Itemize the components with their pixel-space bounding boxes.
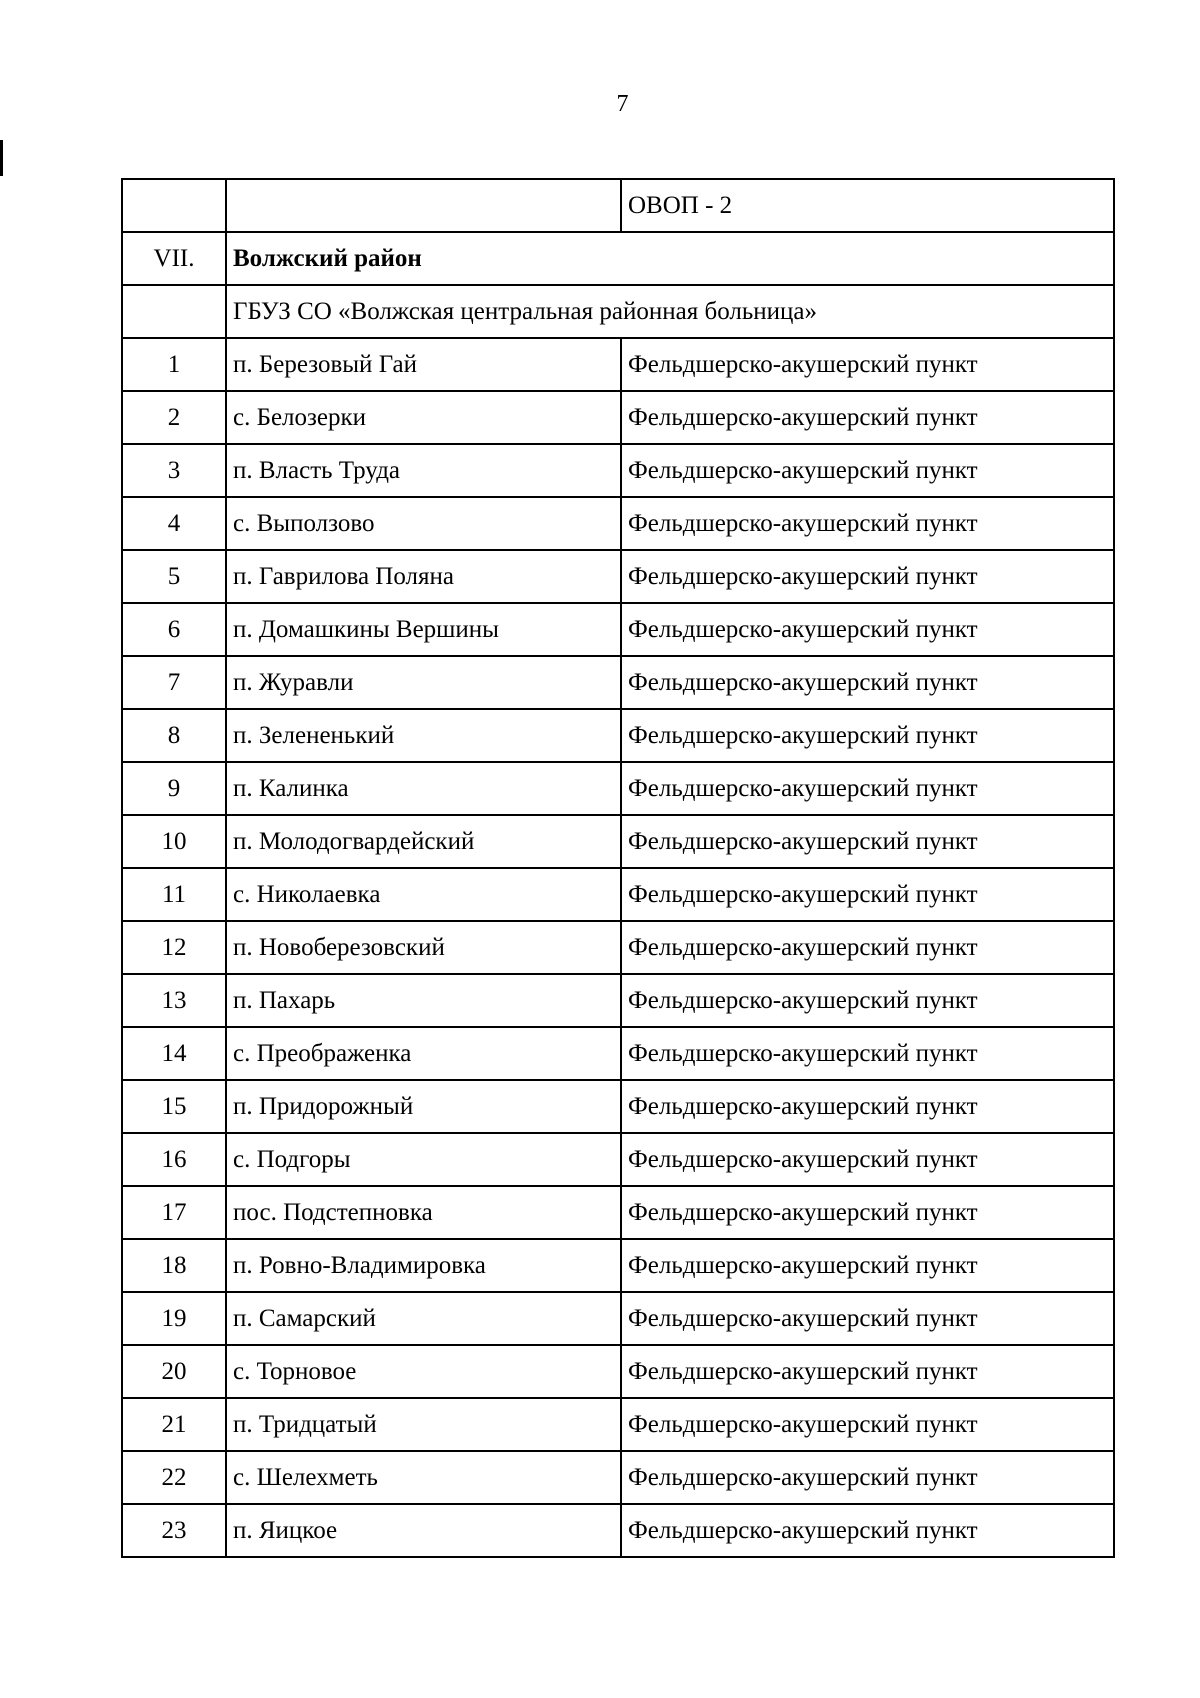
table-row [122, 1345, 1114, 1398]
table-row [122, 709, 1114, 762]
facility-type: Фельдшерско-акушерский пункт [621, 338, 1114, 391]
row-number: 13 [122, 974, 226, 1027]
facility-table-body [122, 179, 1114, 1557]
facility-type: Фельдшерско-акушерский пункт [621, 815, 1114, 868]
settlement-name: с. Белозерки [226, 391, 621, 444]
table-row [122, 1239, 1114, 1292]
table-row [122, 497, 1114, 550]
facility-type: Фельдшерско-акушерский пункт [621, 603, 1114, 656]
row-number: 16 [122, 1133, 226, 1186]
row-number: 9 [122, 762, 226, 815]
facility-type: Фельдшерско-акушерский пункт [621, 497, 1114, 550]
row-number: 22 [122, 1451, 226, 1504]
table-row [122, 338, 1114, 391]
settlement-name: п. Гаврилова Поляна [226, 550, 621, 603]
table-row [122, 921, 1114, 974]
settlement-name: п. Журавли [226, 656, 621, 709]
institution-num-cell [122, 285, 226, 338]
settlement-name: п. Власть Труда [226, 444, 621, 497]
table-row [122, 1133, 1114, 1186]
row-number: 3 [122, 444, 226, 497]
facility-type: Фельдшерско-акушерский пункт [621, 1027, 1114, 1080]
row-number: 19 [122, 1292, 226, 1345]
settlement-name: п. Ровно-Владимировка [226, 1239, 621, 1292]
facility-type: Фельдшерско-акушерский пункт [621, 391, 1114, 444]
facility-type: Фельдшерско-акушерский пункт [621, 868, 1114, 921]
row-number: 11 [122, 868, 226, 921]
table-row [122, 550, 1114, 603]
settlement-name: п. Яицкое [226, 1504, 621, 1557]
facility-type: Фельдшерско-акушерский пункт [621, 1504, 1114, 1557]
header-type-cell: ОВОП - 2 [621, 179, 1114, 232]
row-number: 15 [122, 1080, 226, 1133]
table-row [122, 1398, 1114, 1451]
settlement-name: п. Придорожный [226, 1080, 621, 1133]
table-row [122, 1451, 1114, 1504]
facility-type: Фельдшерско-акушерский пункт [621, 709, 1114, 762]
facility-type: Фельдшерско-акушерский пункт [621, 1398, 1114, 1451]
facility-table [121, 178, 1115, 1558]
facility-type: Фельдшерско-акушерский пункт [621, 974, 1114, 1027]
row-number: 17 [122, 1186, 226, 1239]
section-number: VII. [122, 232, 226, 285]
settlement-name: с. Николаевка [226, 868, 621, 921]
row-number: 18 [122, 1239, 226, 1292]
facility-type: Фельдшерско-акушерский пункт [621, 1345, 1114, 1398]
table-row [122, 1186, 1114, 1239]
settlement-name: с. Шелехметь [226, 1451, 621, 1504]
section-row [122, 232, 1114, 285]
institution-name: ГБУЗ СО «Волжская центральная районная больница» [226, 285, 1114, 338]
institution-row [122, 285, 1114, 338]
row-number: 2 [122, 391, 226, 444]
settlement-name: п. Самарский [226, 1292, 621, 1345]
table-row [122, 1292, 1114, 1345]
table-row [122, 603, 1114, 656]
table-row [122, 815, 1114, 868]
facility-type: Фельдшерско-акушерский пункт [621, 762, 1114, 815]
facility-type: Фельдшерско-акушерский пункт [621, 1239, 1114, 1292]
row-number: 1 [122, 338, 226, 391]
row-number: 12 [122, 921, 226, 974]
facility-type: Фельдшерско-акушерский пункт [621, 1133, 1114, 1186]
row-number: 21 [122, 1398, 226, 1451]
table-row [122, 444, 1114, 497]
settlement-name: п. Домашкины Вершины [226, 603, 621, 656]
table-row [122, 1027, 1114, 1080]
facility-type: Фельдшерско-акушерский пункт [621, 921, 1114, 974]
settlement-name: п. Тридцатый [226, 1398, 621, 1451]
facility-type: Фельдшерско-акушерский пункт [621, 1080, 1114, 1133]
table-row [122, 1504, 1114, 1557]
section-title: Волжский район [226, 232, 1114, 285]
header-num-cell [122, 179, 226, 232]
settlement-name: п. Зелененький [226, 709, 621, 762]
table-row [122, 974, 1114, 1027]
row-number: 20 [122, 1345, 226, 1398]
settlement-name: п. Березовый Гай [226, 338, 621, 391]
settlement-name: с. Преображенка [226, 1027, 621, 1080]
settlement-name: п. Молодогвардейский [226, 815, 621, 868]
table-row [122, 868, 1114, 921]
facility-type: Фельдшерско-акушерский пункт [621, 656, 1114, 709]
settlement-name: п. Пахарь [226, 974, 621, 1027]
row-number: 14 [122, 1027, 226, 1080]
row-number: 23 [122, 1504, 226, 1557]
table-row [122, 391, 1114, 444]
facility-type: Фельдшерско-акушерский пункт [621, 444, 1114, 497]
facility-type: Фельдшерско-акушерский пункт [621, 1451, 1114, 1504]
table-header-row [122, 179, 1114, 232]
table-row [122, 1080, 1114, 1133]
settlement-name: п. Калинка [226, 762, 621, 815]
settlement-name: с. Выползово [226, 497, 621, 550]
row-number: 7 [122, 656, 226, 709]
row-number: 5 [122, 550, 226, 603]
settlement-name: с. Торновое [226, 1345, 621, 1398]
table-row [122, 656, 1114, 709]
row-number: 10 [122, 815, 226, 868]
table-row [122, 762, 1114, 815]
settlement-name: пос. Подстепновка [226, 1186, 621, 1239]
page-number: 7 [616, 91, 629, 117]
header-place-cell [226, 179, 621, 232]
facility-type: Фельдшерско-акушерский пункт [621, 1186, 1114, 1239]
settlement-name: с. Подгоры [226, 1133, 621, 1186]
row-number: 8 [122, 709, 226, 762]
settlement-name: п. Новоберезовский [226, 921, 621, 974]
facility-type: Фельдшерско-акушерский пункт [621, 550, 1114, 603]
row-number: 4 [122, 497, 226, 550]
facility-type: Фельдшерско-акушерский пункт [621, 1292, 1114, 1345]
scan-edge-mark [0, 140, 3, 176]
row-number: 6 [122, 603, 226, 656]
